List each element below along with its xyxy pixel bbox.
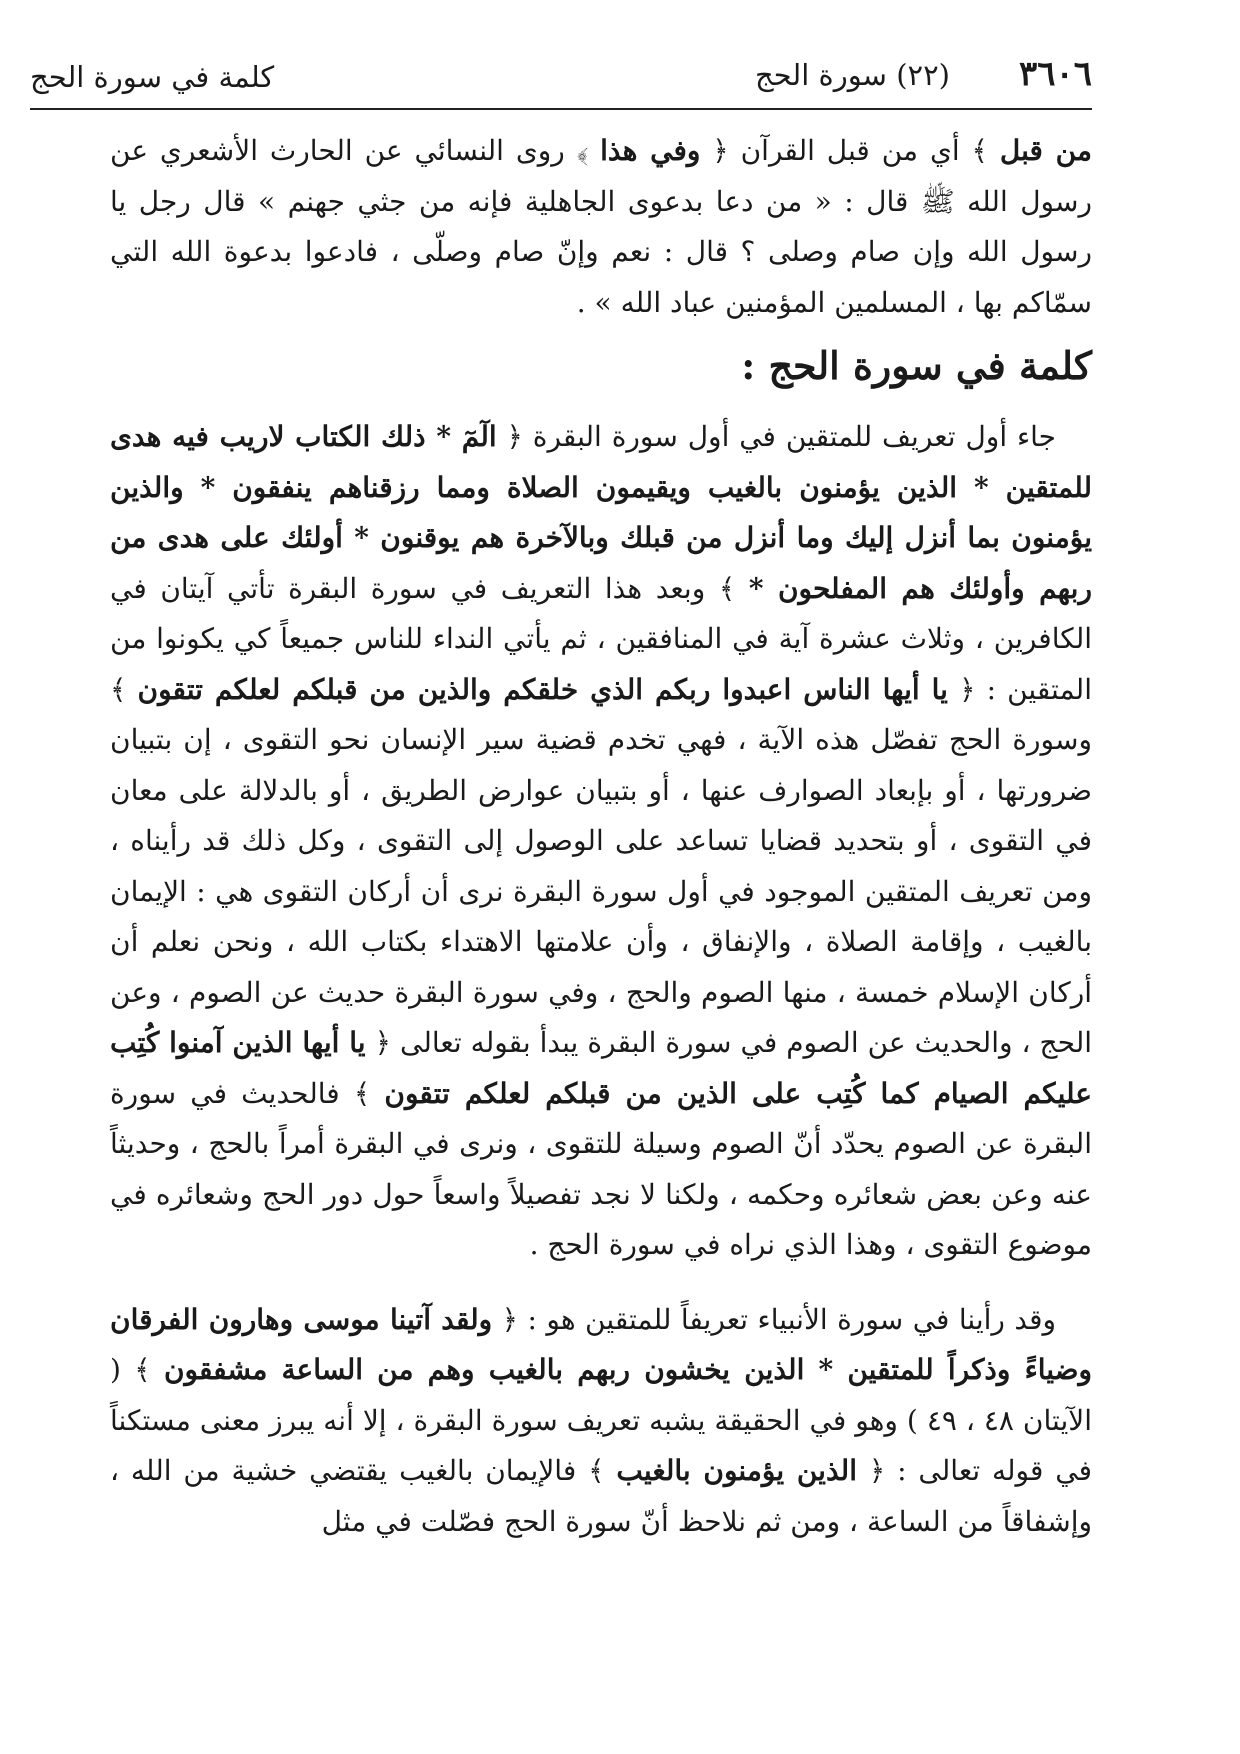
paragraph-text: جاء أول تعريف للمتقين في أول سورة البقرة ﴿ [506,420,1056,453]
page-header [30,48,1092,110]
paragraph-text: وقد رأينا في سورة الأنبياء تعريفاً للمتقين هو : ﴿ [501,1302,1056,1336]
quran-quote: الٓمٓ * ذلك الكتاب لاريب فيه هدى للمتقين * الذين يؤمنون بالغيب ويقيمون الصلاة ومما رزقناهم ينفقون * والذين يؤمنون بما أنزل إليك وما أنزل من قبلك وبالآخرة هم يوقنون * أولئك على هدى من ربهم وأولئك هم المفلحون * [110,420,1093,605]
paragraph-text: ﴾ وسورة الحج تفصّل هذه الآية ، فهي تخدم قضية سير الإنسان نحو التقوى ، إن بتبيان ضرورتها ، أو بإبعاد الصوارف عنها ، أو بتبيان عوارض الطريق ، أو بالدلالة على معان في التقوى ، أو بتحديد قضايا تساعد على الوصول إلى التقوى ، وكل ذلك قد رأيناه ، ومن تعريف المتقين الموجود في أول سورة البقرة نرى أن أركان التقوى هي : الإيمان بالغيب ، وإقامة الصلاة ، والإنفاق ، وأن علامتها الاهتداء بكتاب الله ، ونحن نعلم أن أركان الإسلام خمسة ، منها الصوم والحج ، وفي سورة البقرة حديث عن الصوم ، وعن الحج ، والحديث عن الصوم في سورة البقرة يبدأ بقوله تعالى ﴿ [110,672,1092,1059]
paragraph-text: ﴾ روى النسائي عن الحارث الأشعري عن رسول الله ﷺ قال : « من دعا بدعوى الجاهلية فإنه من جثي جهنم » قال رجل يا رسول الله وإن صام وصلى ؟ قال : نعم وإنّ صام وصلّى ، فادعوا بدعوة الله التي سمّاكم بها ، المسلمين المؤمنين عباد الله » . [110,134,1092,319]
paragraph-text: ﴾ فالإيمان بالغيب يقتضي خشية من الله ، وإشفاقاً من الساعة ، ومن ثم نلاحظ أنّ سورة الحج فصّلت في مثل [110,1454,1092,1538]
running-title: كلمة في سورة الحج [30,60,275,94]
quran-quote: وفي هذا [600,134,701,167]
page-number: ٣٦٠٦ [1018,54,1092,94]
paragraph-text: ﴾ أي من قبل القرآن ﴿ [712,134,988,167]
quran-quote: يا أيها الذين آمنوا كُتِب عليكم الصيام كما كُتِب على الذين من قبلكم لعلكم تتقون [110,1026,1093,1110]
paragraph-continuation [110,126,1092,328]
quran-quote: يا أيها الناس اعبدوا ربكم الذي خلقكم والذين من قبلكم لعلكم تتقون [137,672,948,706]
paragraph-text: ﴾ وبعد هذا التعريف في سورة البقرة تأتي آيتان في الكافرين ، وثلاث عشرة آية في المنافقين ، ثم يأتي النداء للناس جميعاً كي يكونوا من المتقين : ﴿ [110,571,1092,706]
section-heading: كلمة في سورة الحج : [741,343,1092,388]
quran-quote: ولقد آتينا موسى وهارون الفرقان وضياءً وذكراً للمتقين * الذين يخشون ربهم بالغيب وهم من الساعة مشفقون [110,1302,1093,1386]
paragraph [110,412,1092,1271]
chapter-title: (٢٢) سورة الحج [754,58,950,92]
paragraph [110,1295,1092,1548]
paragraph-text: ﴾ ( الآيتان ٤٨ ، ٤٩ ) وهو في الحقيقة يشبه تعريف سورة البقرة ، إلا أنه يبرز معنى مستكناً في قوله تعالى : ﴿ [110,1353,1093,1487]
body-text [110,126,1092,1547]
quran-quote: من قبل [999,134,1092,167]
paragraph-text: ﴾ فالحديث في سورة البقرة عن الصوم يحدّد أنّ الصوم وسيلة للتقوى ، ونرى في البقرة أمراً بالحج ، وحديثاً عنه وعن بعض شعائره وحكمه ، ولكنا لا نجد تفصيلاً واسعاً حول دور الحج وشعائره في موضوع التقوى ، وهذا الذي نراه في سورة الحج . [110,1076,1092,1261]
quran-quote: الذين يؤمنون بالغيب [616,1454,857,1487]
